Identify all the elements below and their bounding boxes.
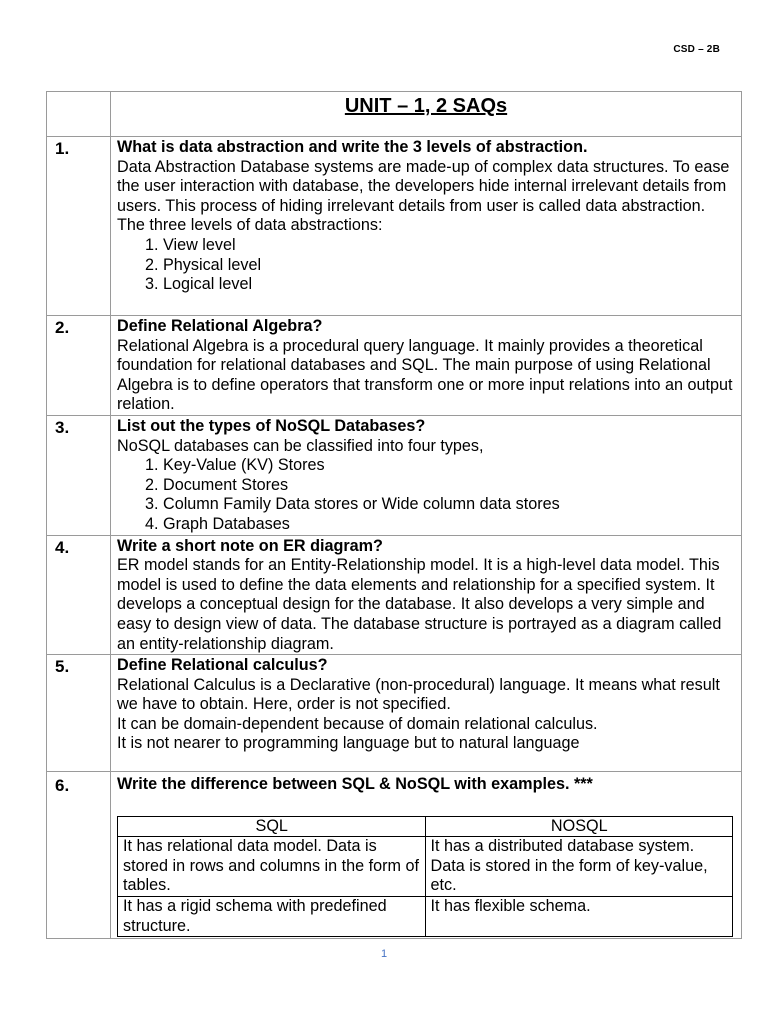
comparison-cell: It has a distributed database system. Data is stored in the form of key-value, etc.	[425, 837, 733, 897]
title-row	[47, 92, 742, 137]
question-number: 2.	[47, 316, 111, 416]
saq-table	[46, 91, 742, 939]
answer-list	[117, 236, 737, 295]
question-content	[111, 415, 742, 535]
comparison-header: NOSQL	[425, 816, 733, 837]
answer-paragraph: NoSQL databases can be classified into four types,	[117, 436, 484, 455]
question-row	[47, 137, 742, 316]
question-text: Write the difference between SQL & NoSQL with examples. ***	[117, 775, 593, 794]
answer-paragraph: ER model stands for an Entity-Relationship model. It is a high-level data model. This model is used to define the data elements and relationship for a specified system. It develops a conceptual design for the database. It also develops a very simple and easy to design view of data. The database structure is portrayed as a diagram called an entity-relationship diagram.	[117, 556, 722, 653]
answer-paragraph: It can be domain-dependent because of domain relational calculus.	[117, 714, 598, 733]
unit-title: UNIT – 1, 2 SAQs	[344, 95, 508, 117]
question-row	[47, 655, 742, 772]
comparison-row	[118, 897, 733, 937]
question-content	[111, 655, 742, 772]
course-code: CSD – 2B	[673, 44, 720, 55]
spacer	[117, 795, 737, 807]
list-item: 2. Physical level	[163, 256, 737, 276]
question-text: Define Relational Algebra?	[117, 317, 323, 335]
question-text: What is data abstraction and write the 3 levels of abstraction.	[117, 138, 588, 156]
question-text: Write a short note on ER diagram?	[117, 536, 383, 555]
list-item: 2. Document Stores	[163, 476, 737, 496]
comparison-header: SQL	[118, 816, 426, 837]
answer-list	[117, 456, 737, 534]
list-item: 4. Graph Databases	[163, 515, 737, 535]
question-content	[111, 137, 742, 316]
answer-paragraph: Relational Algebra is a procedural query language. It mainly provides a theoretical foundation for relational databases and SQL. The main purpose of using Relational Algebra is to define operators that transform one or more input relations into an output relation.	[117, 336, 733, 414]
title-cell	[111, 92, 742, 137]
comparison-row	[118, 837, 733, 897]
answer-paragraph: The three levels of data abstractions:	[117, 216, 383, 235]
comparison-cell: It has a rigid schema with predefined structure.	[118, 897, 426, 937]
comparison-cell: It has flexible schema.	[425, 897, 733, 937]
question-number: 3.	[47, 415, 111, 535]
empty-number-cell	[47, 92, 111, 137]
question-row	[47, 415, 742, 535]
question-text: Define Relational calculus?	[117, 656, 328, 675]
page-number: 1	[380, 948, 388, 960]
question-text: List out the types of NoSQL Databases?	[117, 416, 426, 435]
comparison-cell: It has relational data model. Data is stored in rows and columns in the form of tables.	[118, 837, 426, 897]
question-number: 1.	[47, 137, 111, 316]
question-number: 6.	[47, 772, 111, 939]
list-item: 3. Column Family Data stores or Wide column data stores	[163, 495, 737, 515]
comparison-header-row	[118, 816, 733, 837]
answer-paragraph: Relational Calculus is a Declarative (non-procedural) language. It means what result we have to obtain. Here, order is not specified.	[117, 675, 720, 714]
question-row	[47, 535, 742, 655]
question-content	[111, 772, 742, 939]
list-item: 1. Key-Value (KV) Stores	[163, 456, 737, 476]
list-item: 1. View level	[163, 236, 737, 256]
list-item: 3. Logical level	[163, 275, 737, 295]
question-content	[111, 535, 742, 655]
question-number: 5.	[47, 655, 111, 772]
question-number: 4.	[47, 535, 111, 655]
question-content	[111, 316, 742, 416]
question-row	[47, 316, 742, 416]
answer-paragraph: Data Abstraction Database systems are made-up of complex data structures. To ease the user interaction with database, the developers hide internal irrelevant details from users. This process of hiding irrelevant details from user is called data abstraction.	[117, 157, 730, 215]
comparison-table	[117, 816, 733, 938]
question-row	[47, 772, 742, 939]
answer-paragraph: It is not nearer to programming language but to natural language	[117, 734, 580, 753]
